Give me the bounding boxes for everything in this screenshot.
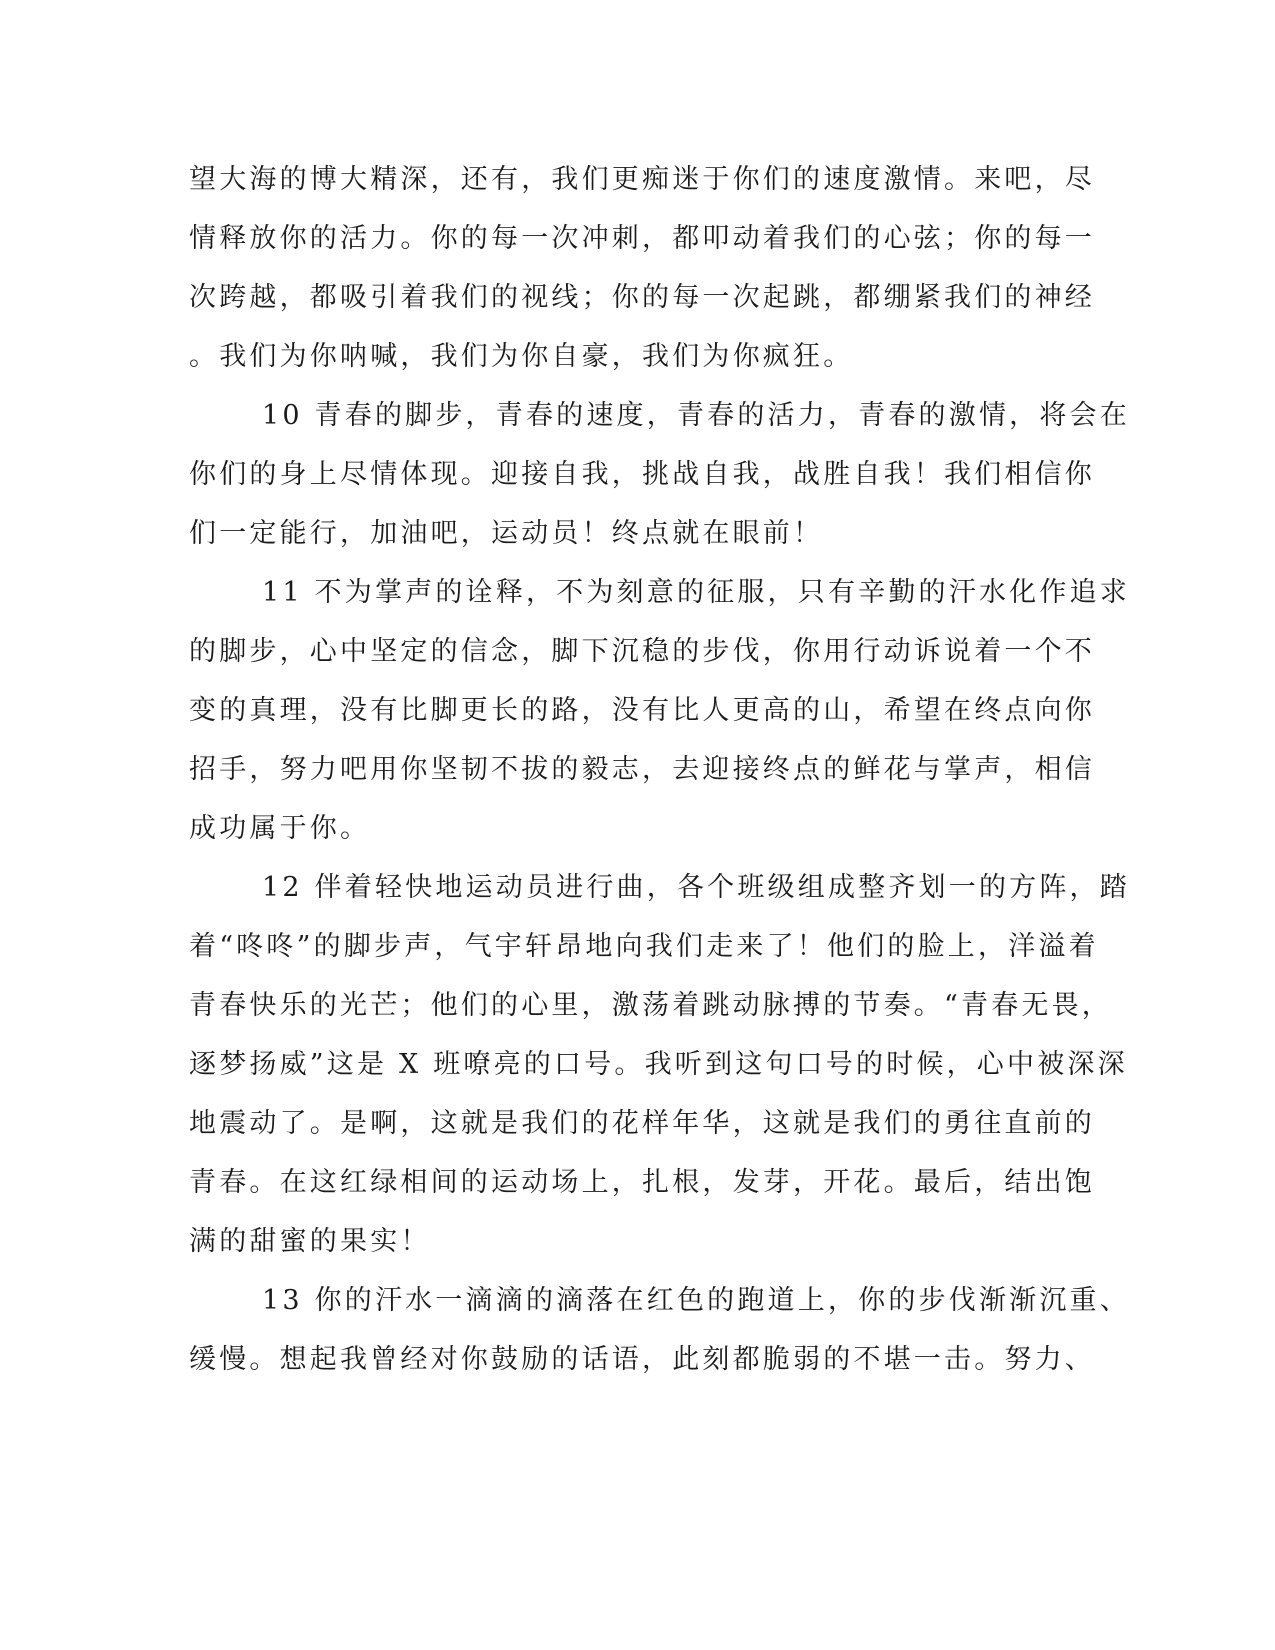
text-line: 的脚步，心中坚定的信念，脚下沉稳的步伐，你用行动诉说着一个不 bbox=[189, 636, 1095, 667]
text-line: 次跨越，都吸引着我们的视线；你的每一次起跳，都绷紧我们的神经 bbox=[189, 282, 1095, 313]
text-line: 地震动了。是啊，这就是我们的花样年华，这就是我们的勇往直前的 bbox=[189, 1108, 1095, 1139]
text-line: 变的真理，没有比脚更长的路，没有比人更高的山，希望在终点向你 bbox=[189, 695, 1095, 726]
paragraph-start-12: 12 伴着轻快地运动员进行曲，各个班级组成整齐划一的方阵，踏 bbox=[262, 872, 1130, 903]
text-line: 青春。在这红绿相间的运动场上，扎根，发芽，开花。最后，结出饱 bbox=[189, 1167, 1095, 1198]
text-line: 望大海的博大精深，还有，我们更痴迷于你们的速度激情。来吧，尽 bbox=[189, 164, 1095, 195]
text-line: 。我们为你呐喊，我们为你自豪，我们为你疯狂。 bbox=[189, 341, 854, 372]
text-line: 青春快乐的光芒；他们的心里，激荡着跳动脉搏的节奏。“青春无畏， bbox=[189, 990, 1113, 1021]
text-line: 成功属于你。 bbox=[189, 813, 371, 844]
text-line: 缓慢。想起我曾经对你鼓励的话语，此刻都脆弱的不堪一击。努力、 bbox=[189, 1344, 1095, 1375]
text-line: 你们的身上尽情体现。迎接自我，挑战自我，战胜自我！我们相信你 bbox=[189, 459, 1095, 490]
text-line: 们一定能行，加油吧，运动员！终点就在眼前！ bbox=[189, 518, 824, 549]
text-line: 逐梦扬威”这是 X 班嘹亮的口号。我听到这句口号的时候，心中被深深 bbox=[189, 1049, 1128, 1080]
text-line: 情释放你的活力。你的每一次冲刺，都叩动着我们的心弦；你的每一 bbox=[189, 223, 1095, 254]
paragraph-start-11: 11 不为掌声的诠释，不为刻意的征服，只有辛勤的汗水化作追求 bbox=[262, 577, 1130, 608]
text-line: 着“咚咚”的脚步声，气宇轩昂地向我们走来了！他们的脸上，洋溢着 bbox=[189, 931, 1099, 962]
paragraph-start-10: 10 青春的脚步，青春的速度，青春的活力，青春的激情，将会在 bbox=[262, 400, 1130, 431]
paragraph-start-13: 13 你的汗水一滴滴的滴落在红色的跑道上，你的步伐渐渐沉重、 bbox=[262, 1285, 1130, 1316]
text-line: 满的甜蜜的果实！ bbox=[189, 1226, 431, 1257]
text-line: 招手，努力吧用你坚韧不拔的毅志，去迎接终点的鲜花与掌声，相信 bbox=[189, 754, 1095, 785]
